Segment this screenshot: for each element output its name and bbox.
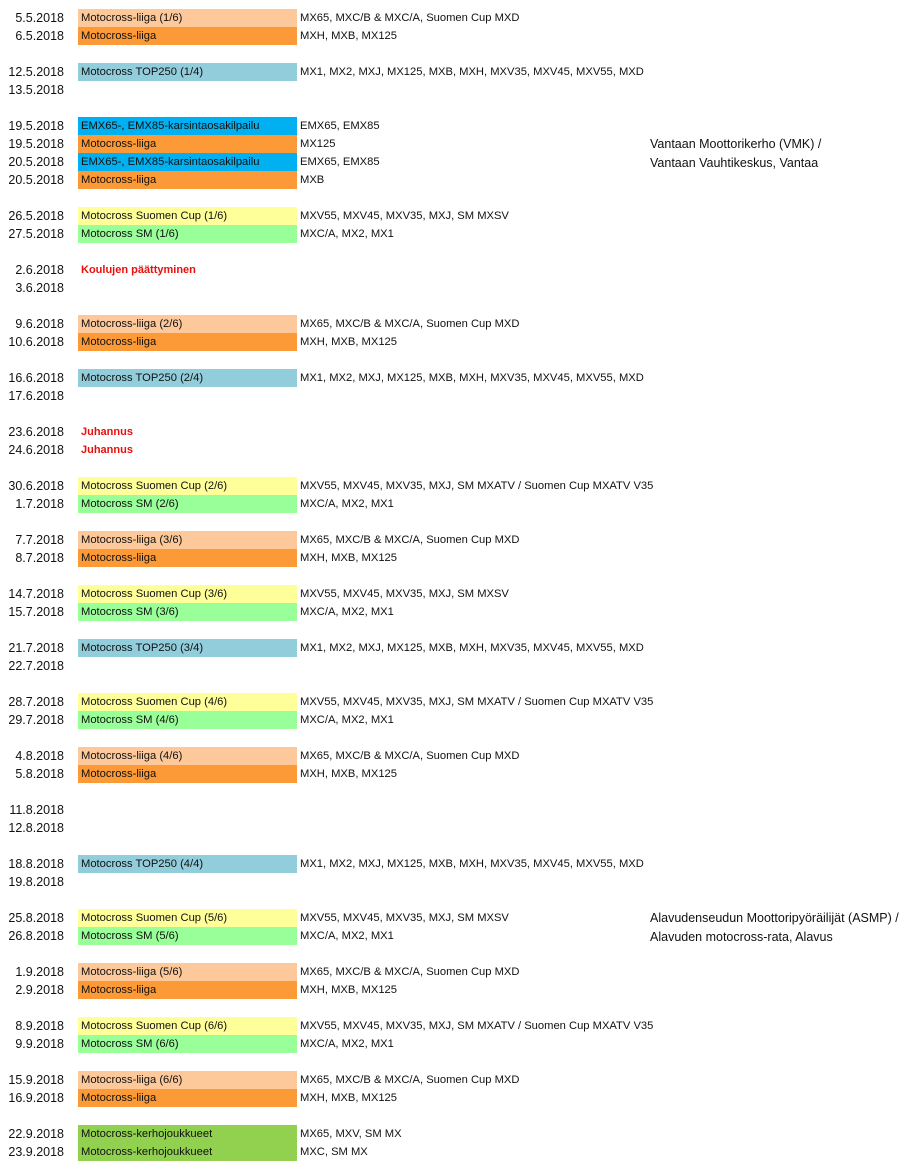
event-cell: Motocross Suomen Cup (5/6)	[78, 909, 297, 927]
classes-cell: MXC/A, MX2, MX1	[300, 714, 394, 726]
date-cell: 5.5.2018	[15, 11, 64, 25]
schedule-row	[0, 477, 921, 495]
schedule-row	[0, 117, 921, 135]
date-cell: 1.7.2018	[15, 497, 64, 511]
spacer-row	[0, 459, 921, 477]
event-cell: Motocross-liiga	[78, 135, 297, 153]
classes-cell: MXV55, MXV45, MXV35, MXJ, SM MXSV	[300, 912, 509, 924]
date-cell: 24.6.2018	[8, 443, 64, 457]
schedule-row	[0, 801, 921, 819]
date-cell: 29.7.2018	[8, 713, 64, 727]
classes-cell: MX65, MXV, SM MX	[300, 1128, 402, 1140]
event-cell: Motocross-liiga	[78, 333, 297, 351]
schedule-row	[0, 873, 921, 891]
classes-cell: MX1, MX2, MXJ, MX125, MXB, MXH, MXV35, MXV45, MXV55, MXD	[300, 66, 644, 78]
event-cell: Motocross Suomen Cup (1/6)	[78, 207, 297, 225]
date-cell: 6.5.2018	[15, 29, 64, 43]
date-cell: 21.7.2018	[8, 641, 64, 655]
spacer-row	[0, 567, 921, 585]
note-cell: Juhannus	[81, 426, 133, 438]
classes-cell: MX65, MXC/B & MXC/A, Suomen Cup MXD	[300, 534, 520, 546]
event-cell: Motocross SM (4/6)	[78, 711, 297, 729]
date-cell: 19.5.2018	[8, 137, 64, 151]
event-cell: Motocross-liiga (3/6)	[78, 531, 297, 549]
schedule-row	[0, 441, 921, 459]
date-cell: 9.9.2018	[15, 1037, 64, 1051]
date-cell: 15.7.2018	[8, 605, 64, 619]
event-cell: Motocross Suomen Cup (6/6)	[78, 1017, 297, 1035]
event-cell: Motocross TOP250 (1/4)	[78, 63, 297, 81]
spacer-row	[0, 45, 921, 63]
classes-cell: MX1, MX2, MXJ, MX125, MXB, MXH, MXV35, MXV45, MXV55, MXD	[300, 642, 644, 654]
spacer-row	[0, 1053, 921, 1071]
event-cell: Motocross-liiga	[78, 765, 297, 783]
classes-cell: MXB	[300, 174, 325, 186]
date-cell: 8.7.2018	[15, 551, 64, 565]
event-cell: Motocross-liiga (5/6)	[78, 963, 297, 981]
spacer-row	[0, 621, 921, 639]
event-cell: Motocross-kerhojoukkueet	[78, 1143, 297, 1161]
classes-cell: MXH, MXB, MX125	[300, 984, 397, 996]
event-cell: Motocross Suomen Cup (4/6)	[78, 693, 297, 711]
classes-cell: MXV55, MXV45, MXV35, MXJ, SM MXATV / Suomen Cup MXATV V35	[300, 1020, 654, 1032]
date-cell: 22.7.2018	[8, 659, 64, 673]
date-cell: 28.7.2018	[8, 695, 64, 709]
schedule-row	[0, 369, 921, 387]
venue-cell: Alavuden motocross-rata, Alavus	[650, 930, 833, 944]
schedule-row	[0, 495, 921, 513]
event-cell: Motocross-kerhojoukkueet	[78, 1125, 297, 1143]
date-cell: 14.7.2018	[8, 587, 64, 601]
spacer-row	[0, 837, 921, 855]
classes-cell: MX65, MXC/B & MXC/A, Suomen Cup MXD	[300, 966, 520, 978]
event-cell: Motocross Suomen Cup (2/6)	[78, 477, 297, 495]
classes-cell: MXH, MXB, MX125	[300, 552, 397, 564]
schedule-row	[0, 909, 921, 927]
schedule-row	[0, 207, 921, 225]
event-cell: Motocross-liiga	[78, 981, 297, 999]
date-cell: 26.8.2018	[8, 929, 64, 943]
schedule-row	[0, 81, 921, 99]
spacer-row	[0, 783, 921, 801]
schedule-row	[0, 1125, 921, 1143]
date-cell: 16.6.2018	[8, 371, 64, 385]
event-cell: Motocross-liiga	[78, 27, 297, 45]
schedule-row	[0, 135, 921, 153]
date-cell: 12.5.2018	[8, 65, 64, 79]
event-cell: Motocross SM (2/6)	[78, 495, 297, 513]
date-cell: 2.9.2018	[15, 983, 64, 997]
date-cell: 13.5.2018	[8, 83, 64, 97]
race-calendar-table	[0, 9, 921, 1161]
event-cell: Motocross TOP250 (4/4)	[78, 855, 297, 873]
spacer-row	[0, 1107, 921, 1125]
event-cell: Motocross SM (1/6)	[78, 225, 297, 243]
note-cell: Koulujen päättyminen	[81, 264, 196, 276]
classes-cell: MX65, MXC/B & MXC/A, Suomen Cup MXD	[300, 1074, 520, 1086]
date-cell: 19.8.2018	[8, 875, 64, 889]
classes-cell: MXH, MXB, MX125	[300, 1092, 397, 1104]
date-cell: 17.6.2018	[8, 389, 64, 403]
date-cell: 8.9.2018	[15, 1019, 64, 1033]
schedule-row	[0, 819, 921, 837]
schedule-row	[0, 63, 921, 81]
classes-cell: MX65, MXC/B & MXC/A, Suomen Cup MXD	[300, 750, 520, 762]
schedule-row	[0, 855, 921, 873]
date-cell: 25.8.2018	[8, 911, 64, 925]
note-cell: Juhannus	[81, 444, 133, 456]
date-cell: 9.6.2018	[15, 317, 64, 331]
spacer-row	[0, 729, 921, 747]
schedule-row	[0, 1071, 921, 1089]
classes-cell: MXV55, MXV45, MXV35, MXJ, SM MXSV	[300, 210, 509, 222]
schedule-row	[0, 711, 921, 729]
classes-cell: MXH, MXB, MX125	[300, 336, 397, 348]
schedule-row	[0, 963, 921, 981]
date-cell: 4.8.2018	[15, 749, 64, 763]
schedule-row	[0, 747, 921, 765]
schedule-row	[0, 153, 921, 171]
event-cell: EMX65-, EMX85-karsintaosakilpailu	[78, 117, 297, 135]
spacer-row	[0, 405, 921, 423]
date-cell: 23.9.2018	[8, 1145, 64, 1159]
date-cell: 27.5.2018	[8, 227, 64, 241]
spacer-row	[0, 297, 921, 315]
date-cell: 18.8.2018	[8, 857, 64, 871]
classes-cell: MXC/A, MX2, MX1	[300, 930, 394, 942]
schedule-row	[0, 657, 921, 675]
date-cell: 10.6.2018	[8, 335, 64, 349]
date-cell: 3.6.2018	[15, 281, 64, 295]
schedule-row	[0, 603, 921, 621]
classes-cell: MX1, MX2, MXJ, MX125, MXB, MXH, MXV35, MXV45, MXV55, MXD	[300, 372, 644, 384]
date-cell: 15.9.2018	[8, 1073, 64, 1087]
schedule-row	[0, 765, 921, 783]
event-cell: EMX65-, EMX85-karsintaosakilpailu	[78, 153, 297, 171]
classes-cell: MX125	[300, 138, 336, 150]
date-cell: 26.5.2018	[8, 209, 64, 223]
schedule-row	[0, 549, 921, 567]
event-cell: Motocross SM (3/6)	[78, 603, 297, 621]
date-cell: 20.5.2018	[8, 173, 64, 187]
date-cell: 11.8.2018	[9, 803, 64, 817]
event-cell: Motocross-liiga (4/6)	[78, 747, 297, 765]
classes-cell: MX1, MX2, MXJ, MX125, MXB, MXH, MXV35, MXV45, MXV55, MXD	[300, 858, 644, 870]
venue-cell: Vantaan Vauhtikeskus, Vantaa	[650, 156, 819, 170]
schedule-row	[0, 27, 921, 45]
event-cell: Motocross-liiga (1/6)	[78, 9, 297, 27]
classes-cell: MXV55, MXV45, MXV35, MXJ, SM MXATV / Suomen Cup MXATV V35	[300, 480, 654, 492]
schedule-row	[0, 333, 921, 351]
event-cell: Motocross SM (6/6)	[78, 1035, 297, 1053]
classes-cell: MXC/A, MX2, MX1	[300, 606, 394, 618]
schedule-row	[0, 315, 921, 333]
date-cell: 7.7.2018	[15, 533, 64, 547]
spacer-row	[0, 945, 921, 963]
schedule-row	[0, 531, 921, 549]
spacer-row	[0, 675, 921, 693]
spacer-row	[0, 891, 921, 909]
schedule-row	[0, 423, 921, 441]
schedule-row	[0, 279, 921, 297]
classes-cell: MXH, MXB, MX125	[300, 768, 397, 780]
classes-cell: MX65, MXC/B & MXC/A, Suomen Cup MXD	[300, 12, 520, 24]
schedule-row	[0, 585, 921, 603]
schedule-row	[0, 261, 921, 279]
classes-cell: MXV55, MXV45, MXV35, MXJ, SM MXSV	[300, 588, 509, 600]
spacer-row	[0, 513, 921, 531]
event-cell: Motocross SM (5/6)	[78, 927, 297, 945]
classes-cell: MXC/A, MX2, MX1	[300, 498, 394, 510]
classes-cell: EMX65, EMX85	[300, 120, 380, 132]
schedule-row	[0, 1143, 921, 1161]
event-cell: Motocross TOP250 (3/4)	[78, 639, 297, 657]
classes-cell: MXC, SM MX	[300, 1146, 368, 1158]
classes-cell: MXH, MXB, MX125	[300, 30, 397, 42]
spacer-row	[0, 99, 921, 117]
date-cell: 30.6.2018	[8, 479, 64, 493]
schedule-row	[0, 9, 921, 27]
event-cell: Motocross-liiga	[78, 549, 297, 567]
schedule-row	[0, 1035, 921, 1053]
date-cell: 1.9.2018	[15, 965, 64, 979]
schedule-row	[0, 927, 921, 945]
schedule-row	[0, 387, 921, 405]
event-cell: Motocross-liiga (6/6)	[78, 1071, 297, 1089]
date-cell: 2.6.2018	[15, 263, 64, 277]
spacer-row	[0, 243, 921, 261]
schedule-row	[0, 1089, 921, 1107]
schedule-row	[0, 225, 921, 243]
classes-cell: MXV55, MXV45, MXV35, MXJ, SM MXATV / Suomen Cup MXATV V35	[300, 696, 654, 708]
date-cell: 12.8.2018	[8, 821, 64, 835]
schedule-row	[0, 981, 921, 999]
event-cell: Motocross-liiga	[78, 171, 297, 189]
venue-cell: Vantaan Moottorikerho (VMK) /	[650, 137, 822, 151]
event-cell: Motocross Suomen Cup (3/6)	[78, 585, 297, 603]
spacer-row	[0, 999, 921, 1017]
event-cell: Motocross-liiga	[78, 1089, 297, 1107]
classes-cell: EMX65, EMX85	[300, 156, 380, 168]
classes-cell: MXC/A, MX2, MX1	[300, 228, 394, 240]
schedule-row	[0, 639, 921, 657]
date-cell: 23.6.2018	[8, 425, 64, 439]
classes-cell: MX65, MXC/B & MXC/A, Suomen Cup MXD	[300, 318, 520, 330]
schedule-row	[0, 171, 921, 189]
event-cell: Motocross TOP250 (2/4)	[78, 369, 297, 387]
classes-cell: MXC/A, MX2, MX1	[300, 1038, 394, 1050]
spacer-row	[0, 189, 921, 207]
date-cell: 22.9.2018	[8, 1127, 64, 1141]
schedule-row	[0, 1017, 921, 1035]
date-cell: 20.5.2018	[8, 155, 64, 169]
spacer-row	[0, 351, 921, 369]
date-cell: 5.8.2018	[15, 767, 64, 781]
date-cell: 16.9.2018	[8, 1091, 64, 1105]
venue-cell: Alavudenseudun Moottoripyöräilijät (ASMP) /	[650, 911, 899, 925]
event-cell: Motocross-liiga (2/6)	[78, 315, 297, 333]
date-cell: 19.5.2018	[8, 119, 64, 133]
schedule-row	[0, 693, 921, 711]
